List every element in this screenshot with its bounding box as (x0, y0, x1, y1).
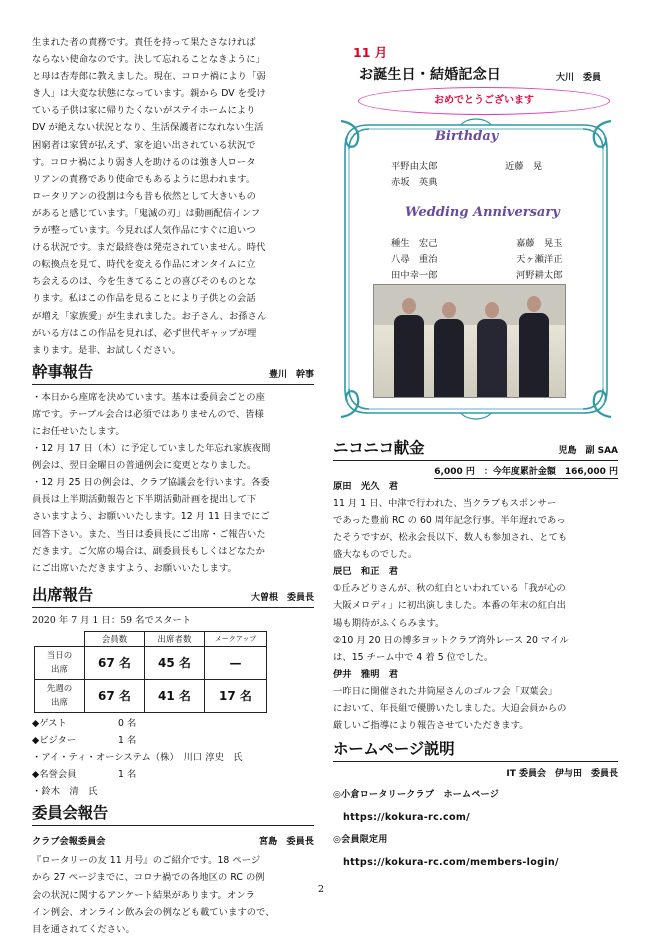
donor-name: 辰巳 和正 君 (333, 566, 399, 578)
text-line: ①丘みどりさんが、秋の紅白といわれている「我が心の (333, 583, 566, 595)
visitor-detail: ・アイ・ティ・オーシステム（株） 川口 淳史 氏 (32, 752, 243, 764)
cell-members: 67 名 (85, 646, 145, 679)
text-line: ている子供は家に帰りたくないがステイホームにより (32, 105, 256, 117)
birthday-month: 11 月 (353, 45, 388, 60)
text-line: リアンの責務であり使命でもあるように思われます。 (32, 173, 256, 185)
wedding-name: 嘉藤 晃玉 (516, 238, 563, 249)
wedding-name: 河野耕太郎 (516, 270, 563, 281)
text-line: 席です。テーブル会合は必須ではありませんので、皆様 (32, 408, 264, 420)
donor-name: 原田 光久 君 (333, 481, 399, 492)
table-row (35, 646, 267, 679)
intro-paragraph (32, 34, 314, 359)
wedding-name: 天ヶ瀬洋正 (516, 254, 563, 265)
text-line: す。コロナ禍により弱き人を助けるのは強き人ロータ (32, 156, 256, 168)
text-line: がいる方はこの作品を見れば、必ず世代ギャップが埋 (32, 327, 257, 339)
text-line: DV が絶えない状況となり、生活保護者になれない生活 (32, 122, 264, 134)
honorary-line: ◆名誉会員 1 名 (32, 769, 137, 781)
cell-makeup: 17 名 (205, 679, 267, 712)
text-line: と母は杏寿郎に教えました。現在、コロナ禍により「弱 (32, 71, 266, 83)
text-line: であった豊前 RC の 60 周年記念行事。半年遅れであっ (333, 515, 566, 527)
section-divider (333, 460, 618, 461)
text-line: 一昨日に開催された井筒屋さんのゴルフ会「双葉会」 (333, 685, 558, 697)
text-line: 生まれた者の責務です。責任を持って果たさなければ (32, 37, 256, 48)
donor-message (333, 580, 618, 665)
committee-header (32, 802, 314, 824)
text-line: ならない使命なのです。決して忘れることなきように」 (32, 54, 265, 66)
photo-person (394, 298, 424, 397)
nikoniko-title: ニコニコ献金 (333, 439, 425, 457)
wedding-name: 田中幸一郎 (391, 270, 438, 281)
text-line: があると感じています。「鬼滅の刃」は動画配信インフ (32, 207, 261, 219)
row-label: 先週の 出席 (35, 679, 85, 712)
nikoniko-header (333, 437, 618, 459)
page-number: 2 (318, 884, 325, 895)
visitor-line: ◆ビジター 1 名 (32, 735, 137, 746)
text-line: 員長は上半期活動報告と下半期活動計画を提出して下 (32, 494, 257, 506)
text-line: さいますよう、お願いいたします。12 月 11 日までにご (32, 511, 270, 523)
text-line: ・12 月 17 日（木）に予定していました年忘れ家族夜間 (32, 443, 271, 455)
text-line: だきます。ご欠席の場合は、副委員長もしくはどなたか (32, 545, 265, 557)
members-item-label: ◎会員限定用 (333, 835, 388, 846)
birthday-name: 近藤 晃 (505, 161, 543, 172)
birthday-name: 平野由太郎 (391, 161, 438, 172)
cell-present: 45 名 (145, 646, 205, 679)
donor-name: 伊井 雅明 君 (333, 668, 399, 680)
text-line: ロータリアンの役割は今も昔も依然として大きいもの (32, 190, 256, 202)
committee-body (32, 852, 314, 937)
text-line: 回答下さい。また、当日は委員長にご出席・ご報告いた (32, 528, 266, 540)
attendance-author: 大曽根 委員長 (250, 592, 314, 603)
committee-title: 委員会報告 (32, 804, 109, 823)
photo-person (519, 296, 549, 397)
text-line: 目を通されてください。 (32, 923, 135, 935)
section-divider (32, 825, 314, 826)
members-login-url[interactable]: https://kokura-rc.com/members-login/ (343, 857, 559, 869)
photo-person (434, 302, 464, 397)
congrats-oval (358, 87, 610, 115)
wedding-name: 八尋 重治 (391, 254, 438, 265)
section-divider (333, 761, 618, 762)
photo-person (477, 302, 507, 397)
birthday-name: 赤坂 英典 (391, 177, 438, 188)
text-line: は、15 チーム中で 4 着 5 位でした。 (333, 651, 494, 663)
attendance-summary: 2020 年 7 月 1 日：59 名でスタート (32, 614, 192, 626)
homepage-author: IT 委員会 伊与田 委員長 (506, 769, 618, 780)
text-line: ります。私はこの作品を見ることにより子供との会話 (32, 293, 256, 305)
birthday-author: 大川 委員 (556, 73, 602, 83)
attendance-table (34, 631, 267, 713)
kanji-report-title: 幹事報告 (32, 362, 93, 381)
donor-message (333, 683, 618, 734)
table-corner (35, 631, 85, 646)
congrats-text: おめでとうございます (434, 95, 534, 106)
text-line: が増え「家族愛」が生まれました。お子さん、お孫さん (32, 310, 267, 322)
text-line: 大阪メロディ」に初出演しました。本番の年末の紅白出 (333, 600, 566, 612)
cell-present: 41 名 (145, 679, 205, 712)
kanji-report-author: 豊川 幹事 (268, 369, 314, 380)
text-line: ける状況です。まだ最終巻は発売されていません。時代 (32, 242, 266, 254)
text-line: の転換点を見て、時代を変える作品にオンタイムに立 (32, 259, 256, 271)
birthday-heading: Birthday (435, 129, 499, 144)
honorary-detail: ・鈴木 清 氏 (32, 786, 98, 798)
header-present: 出席者数 (145, 631, 205, 646)
text-line: ②10 月 20 日の博多ヨットクラブ湾外レース 20 マイル (333, 634, 569, 646)
right-column (333, 436, 618, 871)
wedding-name: 種生 宏己 (391, 238, 438, 249)
attendance-details (32, 715, 314, 800)
table-row (35, 679, 267, 712)
kanji-report-body (32, 389, 314, 577)
homepage-header (333, 738, 618, 760)
row-label: 当日の 出席 (35, 646, 85, 679)
text-line: において、年長組で優勝いたしました。大迫会員からの (333, 702, 567, 714)
text-line: ・本日から座席を決めています。基本は委員会ごとの座 (32, 391, 265, 403)
text-line: 会の状況に関するアンケート結果があります。オンラ (32, 889, 256, 901)
text-line: 困窮者は家賃が払えず、家を追い出されている状況で (32, 139, 256, 151)
header-makeup: メークアップ (205, 631, 267, 646)
text-line: にお任せいたします。 (32, 425, 125, 437)
text-line: 盛大なものでした。 (333, 549, 418, 561)
committee-sub-author: 宮島 委員長 (258, 836, 314, 848)
homepage-title: ホームページ説明 (333, 740, 455, 759)
text-line: まります。是非、お試しください。 (32, 344, 181, 356)
text-line: 例会は、翌日金曜日の普通例会に変更となりました。 (32, 460, 257, 472)
nikoniko-author: 児島 副 SAA (558, 446, 618, 456)
text-line: たそうですが、松永会長以下、数人も参加され、とても (333, 532, 568, 544)
wedding-heading: Wedding Anniversary (405, 205, 560, 220)
committee-sub-header (32, 830, 314, 848)
left-column (32, 34, 314, 938)
text-line: 厳しいご指導により報告させていただきます。 (333, 720, 529, 732)
cell-members: 67 名 (85, 679, 145, 712)
birthday-title: お誕生日・結婚記念日 (359, 67, 501, 83)
committee-sub-title: クラブ会報委員会 (32, 836, 106, 848)
donor-message (333, 495, 618, 563)
kanji-report-header (32, 361, 314, 383)
text-line: 場も期待がふくらみます。 (333, 617, 445, 629)
text-line: から 27 ページまでに、コロナ禍での各地区の RC の例 (32, 872, 265, 884)
section-divider (32, 384, 314, 385)
nikoniko-entries (333, 479, 618, 734)
section-divider (32, 607, 314, 608)
text-line: き人」は大変な状態になっています。親から DV を受け (32, 88, 266, 100)
attendance-header (32, 584, 314, 606)
table-header-row (35, 631, 267, 646)
header-members: 会員数 (85, 631, 145, 646)
text-line: ち会えるのは、今を生きてることの喜びそのものとな (32, 276, 257, 288)
guest-line: ◆ゲスト 0 名 (32, 717, 137, 729)
cell-makeup: — (205, 646, 267, 679)
text-line: イン例会、オンライン飲み会の例なども載ていますので、 (32, 906, 275, 918)
attendance-title: 出席報告 (32, 585, 93, 604)
text-line: 『ロータリーの友 11 月号』のご紹介です。18 ページ (32, 855, 261, 867)
text-line: にご出席いただきますよう、お願いいたします。 (32, 562, 237, 574)
text-line: ラが整っています。今見れば人気作品にすぐに追いつ (32, 225, 256, 237)
nikoniko-total: 6,000 円 ：今年度累計金額 166,000 円 (434, 467, 618, 477)
homepage-item1-label: ◎小倉ロータリークラブ ホームページ (333, 790, 500, 801)
text-line: ・12 月 25 日の例会は、クラブ協議会を行います。各委 (32, 477, 270, 489)
homepage-url[interactable]: https://kokura-rc.com/ (343, 812, 470, 824)
members-photo (373, 284, 566, 398)
text-line: 11 月 1 日、中津で行われた、当クラブもスポンサー (333, 498, 557, 509)
